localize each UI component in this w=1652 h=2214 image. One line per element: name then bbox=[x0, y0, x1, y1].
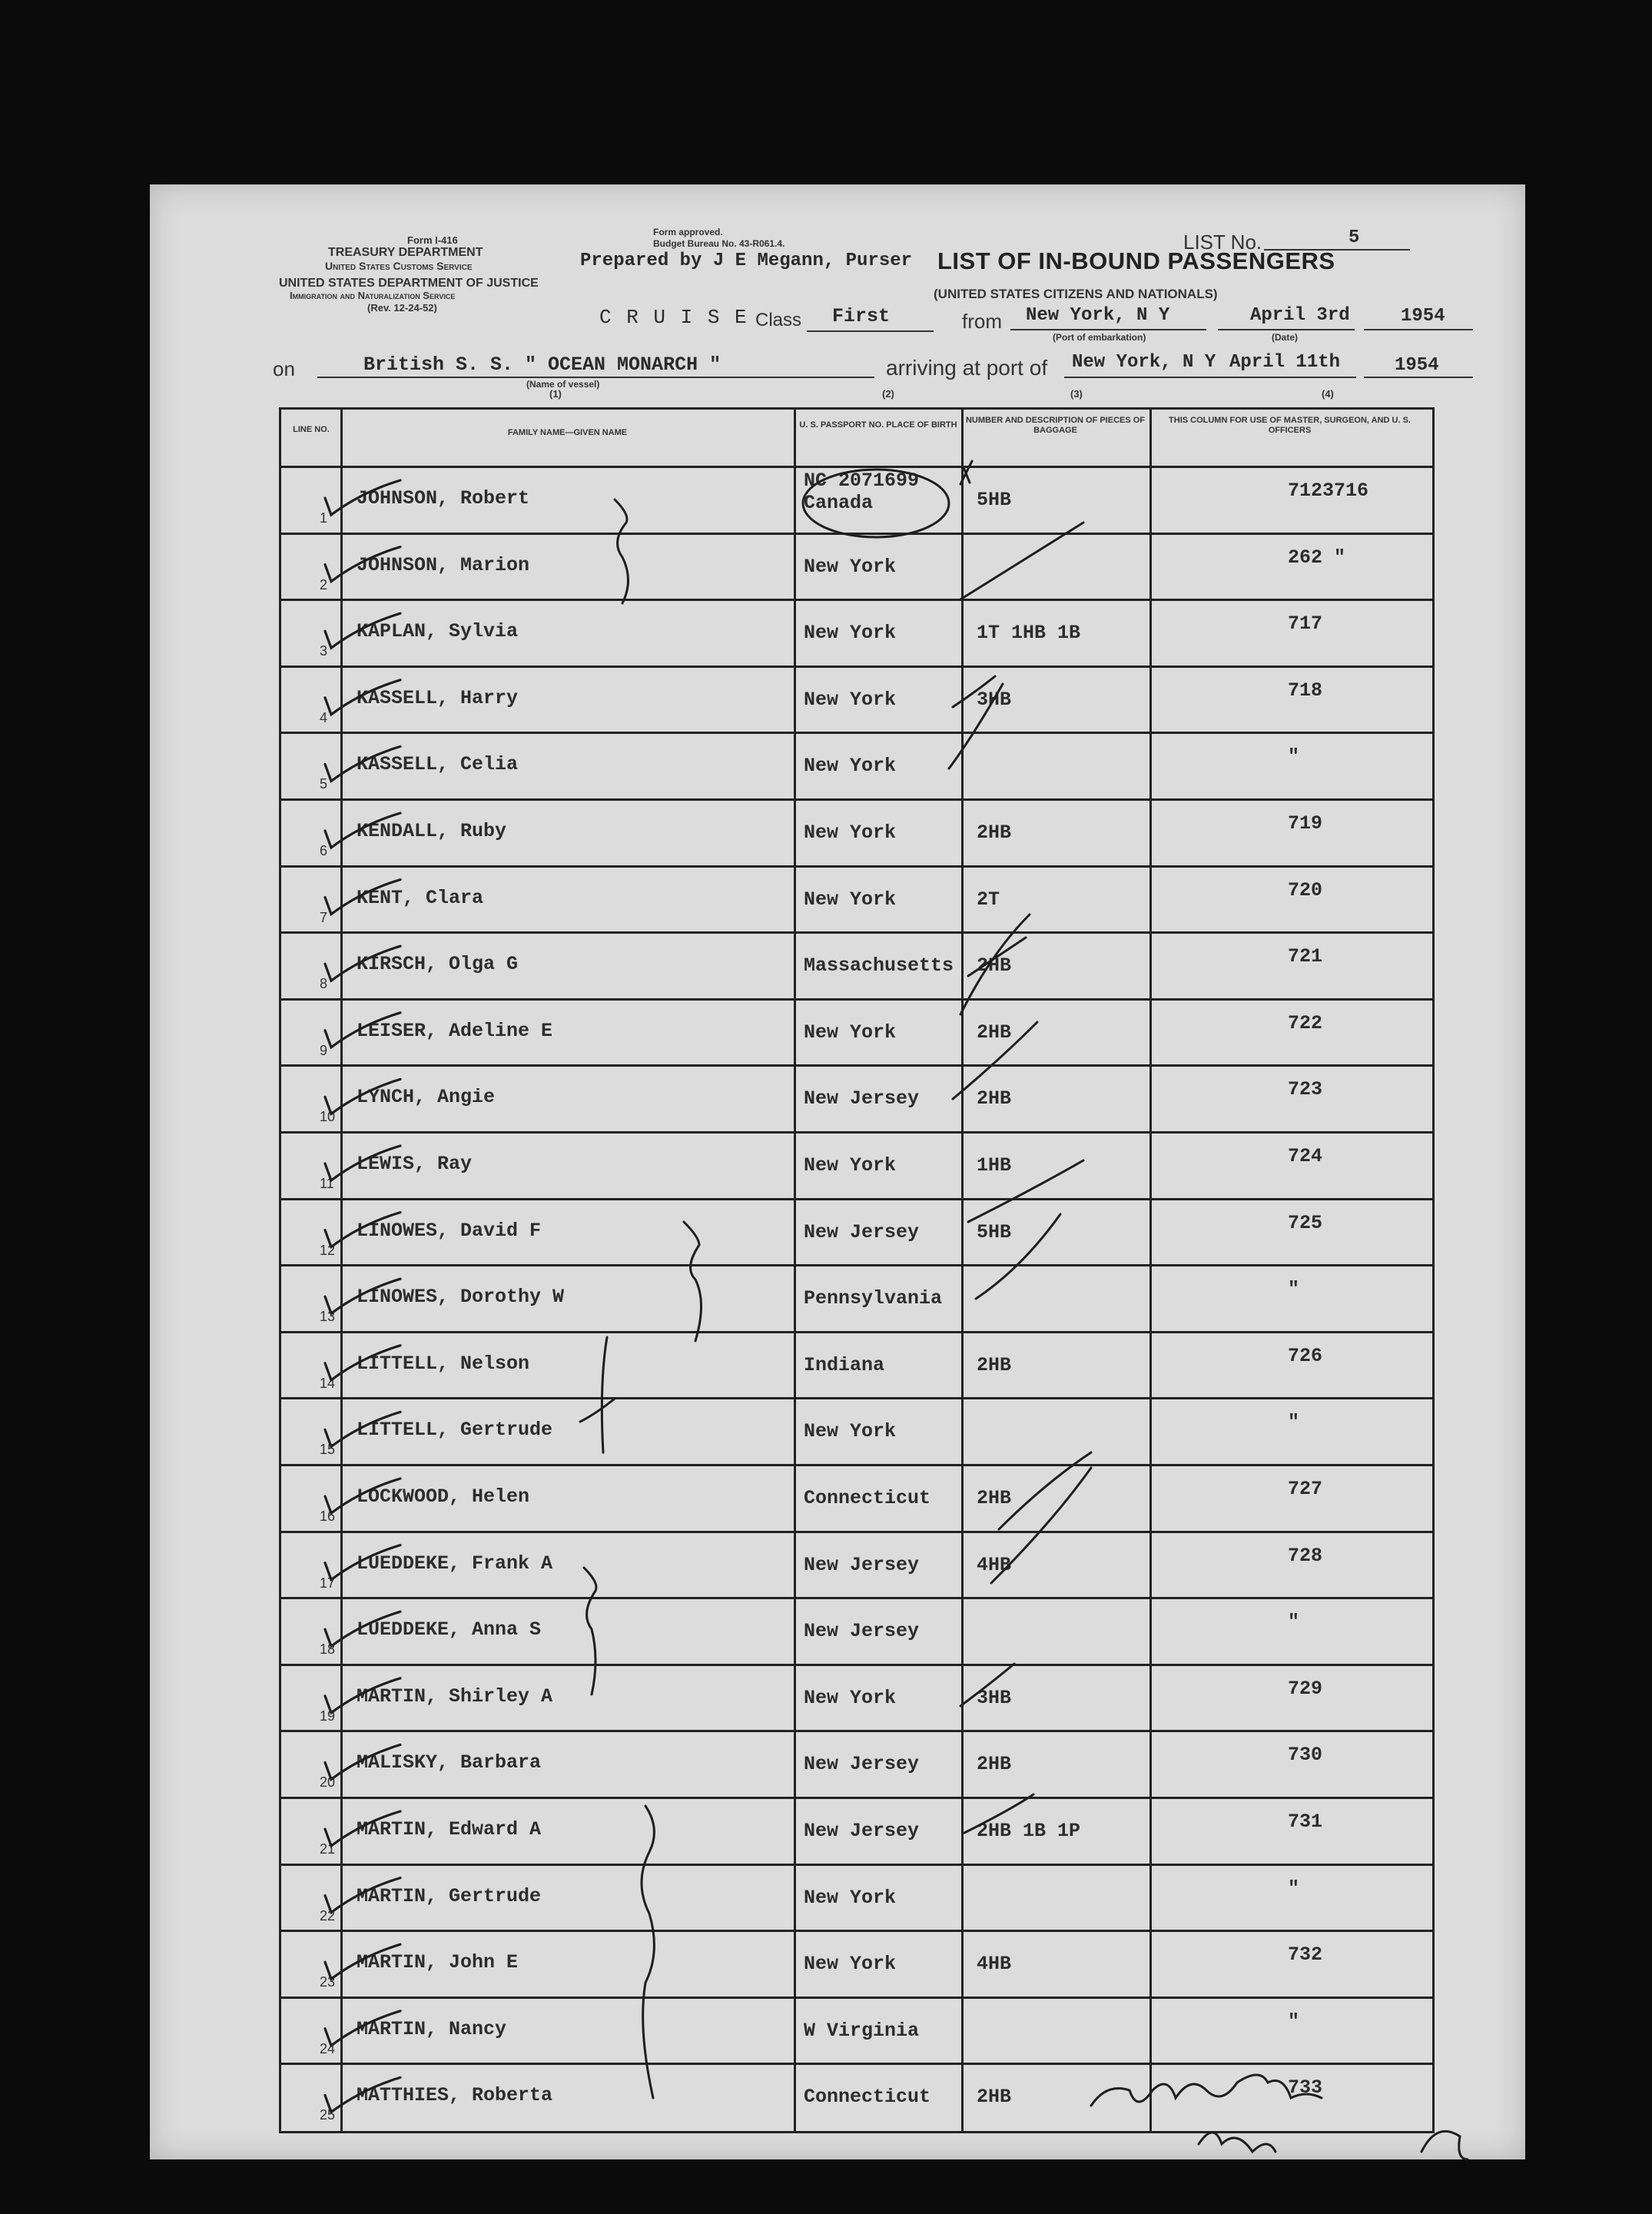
passenger-name: MARTIN, Nancy bbox=[357, 2017, 507, 2040]
budget-bureau: Budget Bureau No. 43-R061.4. bbox=[653, 238, 785, 249]
officer-number: 730 bbox=[1288, 1744, 1323, 1767]
place-of-birth: New York bbox=[804, 622, 897, 645]
place-of-birth: New York bbox=[804, 1154, 897, 1177]
line-number: 16 bbox=[320, 1509, 336, 1524]
place-of-birth: New York bbox=[804, 755, 897, 778]
passenger-name: LINOWES, Dorothy W bbox=[357, 1286, 565, 1309]
embark-year: 1954 bbox=[1401, 306, 1445, 327]
line-number: 8 bbox=[320, 976, 328, 992]
prepared-by: Prepared by J E Megann, Purser bbox=[580, 251, 913, 271]
passenger-name: LINOWES, David F bbox=[357, 1219, 542, 1242]
embark-caption: (Port of embarkation) bbox=[1053, 332, 1146, 343]
passenger-name: LUEDDEKE, Anna S bbox=[357, 1618, 542, 1641]
passenger-name: MARTIN, Edward A bbox=[357, 1818, 542, 1841]
place-of-birth: New York bbox=[804, 1886, 897, 1909]
baggage-description: 4HB bbox=[977, 1553, 1012, 1576]
arrival-year: 1954 bbox=[1395, 355, 1439, 376]
line-number: 6 bbox=[320, 843, 328, 858]
passenger-name: KENDALL, Ruby bbox=[357, 820, 507, 842]
line-number: 13 bbox=[320, 1309, 336, 1325]
line-number: 5 bbox=[320, 776, 328, 792]
class-value: First bbox=[832, 305, 891, 327]
line-number: 15 bbox=[320, 1442, 336, 1458]
baggage-description: 5HB bbox=[977, 489, 1012, 511]
officer-number: 718 bbox=[1288, 679, 1323, 702]
place-of-birth: New York bbox=[804, 1686, 897, 1709]
officer-number: 7123716 bbox=[1288, 480, 1369, 502]
line-number: 1 bbox=[320, 510, 328, 526]
officer-number: 724 bbox=[1288, 1145, 1323, 1167]
passenger-name: MALISKY, Barbara bbox=[357, 1751, 542, 1774]
place-of-birth: New Jersey bbox=[804, 1553, 920, 1576]
place-of-birth: Canada bbox=[804, 492, 874, 514]
passenger-name: MARTIN, Shirley A bbox=[357, 1685, 553, 1708]
passenger-name: KASSELL, Harry bbox=[357, 686, 519, 709]
place-of-birth: New York bbox=[804, 1953, 897, 1976]
baggage-description: 5HB bbox=[977, 1220, 1012, 1243]
place-of-birth: New Jersey bbox=[804, 1220, 920, 1243]
form-subtitle: (UNITED STATES CITIZENS AND NATIONALS) bbox=[934, 287, 1218, 301]
arrival-date: April 11th bbox=[1229, 352, 1341, 373]
passenger-name: KENT, Clara bbox=[357, 886, 484, 909]
place-of-birth: New Jersey bbox=[804, 1820, 920, 1842]
form-approved: Form approved. bbox=[653, 227, 723, 237]
officer-number: 721 bbox=[1288, 945, 1323, 968]
baggage-description: 1T 1HB 1B bbox=[977, 622, 1081, 645]
embark-date: April 3rd bbox=[1250, 305, 1350, 326]
passenger-name: JOHNSON, Marion bbox=[357, 553, 530, 576]
on-label: on bbox=[273, 357, 295, 380]
baggage-description: 4HB bbox=[977, 1953, 1012, 1976]
officer-number: 725 bbox=[1288, 1211, 1323, 1234]
passenger-name: MARTIN, Gertrude bbox=[357, 1884, 542, 1907]
passenger-name: LITTELL, Gertrude bbox=[357, 1419, 553, 1442]
passenger-name: LOCKWOOD, Helen bbox=[357, 1485, 530, 1508]
line-number: 7 bbox=[320, 909, 328, 925]
place-of-birth: Pennsylvania bbox=[804, 1287, 943, 1310]
list-no-label: LIST No. bbox=[1183, 231, 1262, 254]
line-number: 11 bbox=[320, 1176, 334, 1191]
passport-number: NC 2071699 bbox=[804, 470, 920, 492]
place-of-birth: New York bbox=[804, 1021, 897, 1044]
line-number: 25 bbox=[320, 2107, 336, 2123]
baggage-description: 3HB bbox=[977, 688, 1012, 711]
baggage-description: 2HB 1B 1P bbox=[977, 1820, 1081, 1842]
manifest-page bbox=[150, 184, 1525, 2159]
baggage-description: 2HB bbox=[977, 1021, 1012, 1044]
embark-port: New York, N Y bbox=[1026, 305, 1170, 326]
place-of-birth: W Virginia bbox=[804, 2019, 920, 2042]
place-of-birth: Connecticut bbox=[804, 2086, 931, 2109]
vessel-caption: (Name of vessel) bbox=[526, 379, 600, 390]
line-number: 17 bbox=[320, 1575, 336, 1591]
col-header-passport: U. S. PASSPORT NO. PLACE OF BIRTH bbox=[799, 420, 957, 430]
line-number: 22 bbox=[320, 1907, 336, 1924]
baggage-description: 2HB bbox=[977, 1753, 1012, 1776]
passenger-name: JOHNSON, Robert bbox=[357, 487, 530, 510]
line-number: 23 bbox=[320, 1974, 336, 1990]
officer-number: " bbox=[1288, 1611, 1300, 1634]
vessel-name: British S. S. " OCEAN MONARCH " bbox=[363, 354, 722, 376]
baggage-description: 1HB bbox=[977, 1154, 1012, 1177]
line-number: 19 bbox=[320, 1708, 336, 1724]
officer-number: " bbox=[1288, 2010, 1300, 2033]
form-number: Form I-416 bbox=[407, 234, 458, 246]
line-number: 9 bbox=[320, 1042, 328, 1058]
place-of-birth: New York bbox=[804, 1420, 897, 1443]
line-number: 20 bbox=[320, 1774, 336, 1791]
line-number: 12 bbox=[320, 1242, 336, 1258]
date-caption: (Date) bbox=[1272, 332, 1299, 343]
baggage-description: 2HB bbox=[977, 822, 1012, 844]
line-number: 24 bbox=[320, 2040, 336, 2056]
line-number: 14 bbox=[320, 1375, 336, 1391]
place-of-birth: New Jersey bbox=[804, 1620, 920, 1643]
line-number: 2 bbox=[320, 576, 328, 593]
passenger-name: LUEDDEKE, Frank A bbox=[357, 1552, 553, 1575]
officer-number: 720 bbox=[1288, 878, 1323, 901]
passenger-name: LYNCH, Angie bbox=[357, 1086, 496, 1109]
class-label: Class bbox=[755, 310, 802, 330]
line-number: 3 bbox=[320, 643, 328, 659]
baggage-description: 2HB bbox=[977, 1353, 1012, 1376]
officer-number: 729 bbox=[1288, 1677, 1323, 1700]
customs-service: United States Customs Service bbox=[325, 260, 473, 272]
col-num-2: (2) bbox=[882, 388, 894, 400]
baggage-description: 2HB bbox=[977, 1087, 1012, 1110]
officer-number: " bbox=[1288, 1411, 1300, 1434]
officer-number: 733 bbox=[1288, 2076, 1323, 2099]
from-label: from bbox=[962, 310, 1002, 333]
officer-number: 728 bbox=[1288, 1544, 1323, 1567]
officer-number: 727 bbox=[1288, 1478, 1323, 1500]
line-number: 4 bbox=[320, 709, 328, 725]
passenger-name: KASSELL, Celia bbox=[357, 753, 519, 776]
passenger-name: LEWIS, Ray bbox=[357, 1153, 473, 1175]
ins-service: Immigration and Naturalization Service bbox=[290, 290, 456, 301]
baggage-description: 3HB bbox=[977, 1686, 1012, 1709]
officer-number: 719 bbox=[1288, 812, 1323, 835]
officer-number: 723 bbox=[1288, 1078, 1323, 1101]
col-header-line: LINE NO. bbox=[293, 425, 330, 434]
officer-number: " bbox=[1288, 745, 1300, 768]
line-number: 10 bbox=[320, 1109, 336, 1125]
form-title: LIST OF IN-BOUND PASSENGERS bbox=[937, 247, 1335, 274]
col-header-baggage: NUMBER AND DESCRIPTION OF PIECES OF BAGGAGE bbox=[965, 416, 1146, 435]
officer-number: 731 bbox=[1288, 1811, 1323, 1833]
passenger-name: MATTHIES, Roberta bbox=[357, 2084, 553, 2107]
place-of-birth: New York bbox=[804, 555, 897, 578]
justice-dept: UNITED STATES DEPARTMENT OF JUSTICE bbox=[279, 277, 539, 290]
place-of-birth: Massachusetts bbox=[804, 954, 954, 978]
officer-number: 262 " bbox=[1288, 546, 1346, 569]
baggage-description: 2HB bbox=[977, 1487, 1012, 1509]
passenger-name: LEISER, Adeline E bbox=[357, 1019, 553, 1042]
baggage-description: 2HB bbox=[977, 954, 1012, 978]
line-number: 18 bbox=[320, 1641, 336, 1658]
place-of-birth: New York bbox=[804, 888, 897, 911]
place-of-birth: New York bbox=[804, 688, 897, 711]
col-header-officers: THIS COLUMN FOR USE OF MASTER, SURGEON, AND U. S. OFFICERS bbox=[1169, 416, 1411, 435]
arrival-port: New York, N Y bbox=[1072, 352, 1216, 373]
officer-number: " bbox=[1288, 1278, 1300, 1301]
revision: (Rev. 12-24-52) bbox=[367, 302, 437, 314]
list-number: 5 bbox=[1348, 227, 1360, 248]
passenger-name: LITTELL, Nelson bbox=[357, 1352, 530, 1375]
col-num-4: (4) bbox=[1322, 388, 1334, 400]
place-of-birth: Connecticut bbox=[804, 1487, 931, 1509]
arriving-label: arriving at port of bbox=[886, 356, 1048, 380]
officer-number: 732 bbox=[1288, 1943, 1323, 1967]
place-of-birth: Indiana bbox=[804, 1353, 885, 1376]
col-num-3: (3) bbox=[1070, 388, 1083, 400]
col-num-1: (1) bbox=[549, 388, 562, 400]
officer-number: 726 bbox=[1288, 1344, 1323, 1367]
passenger-name: MARTIN, John E bbox=[357, 1951, 519, 1974]
officer-number: 722 bbox=[1288, 1011, 1323, 1034]
baggage-description: 2T bbox=[977, 888, 1000, 911]
passenger-table bbox=[279, 407, 1435, 2133]
col-header-name: FAMILY NAME—GIVEN NAME bbox=[507, 428, 628, 437]
place-of-birth: New York bbox=[804, 822, 897, 844]
baggage-description: 2HB bbox=[977, 2086, 1012, 2109]
line-number: 21 bbox=[320, 1841, 336, 1857]
passenger-name: KIRSCH, Olga G bbox=[357, 953, 519, 976]
treasury-dept: TREASURY DEPARTMENT bbox=[328, 246, 483, 259]
place-of-birth: New Jersey bbox=[804, 1753, 920, 1776]
place-of-birth: New Jersey bbox=[804, 1087, 920, 1110]
officer-number: 717 bbox=[1288, 612, 1323, 636]
cruise-label: C R U I S E bbox=[599, 306, 748, 329]
passenger-name: KAPLAN, Sylvia bbox=[357, 620, 519, 643]
officer-number: " bbox=[1288, 1877, 1300, 1900]
